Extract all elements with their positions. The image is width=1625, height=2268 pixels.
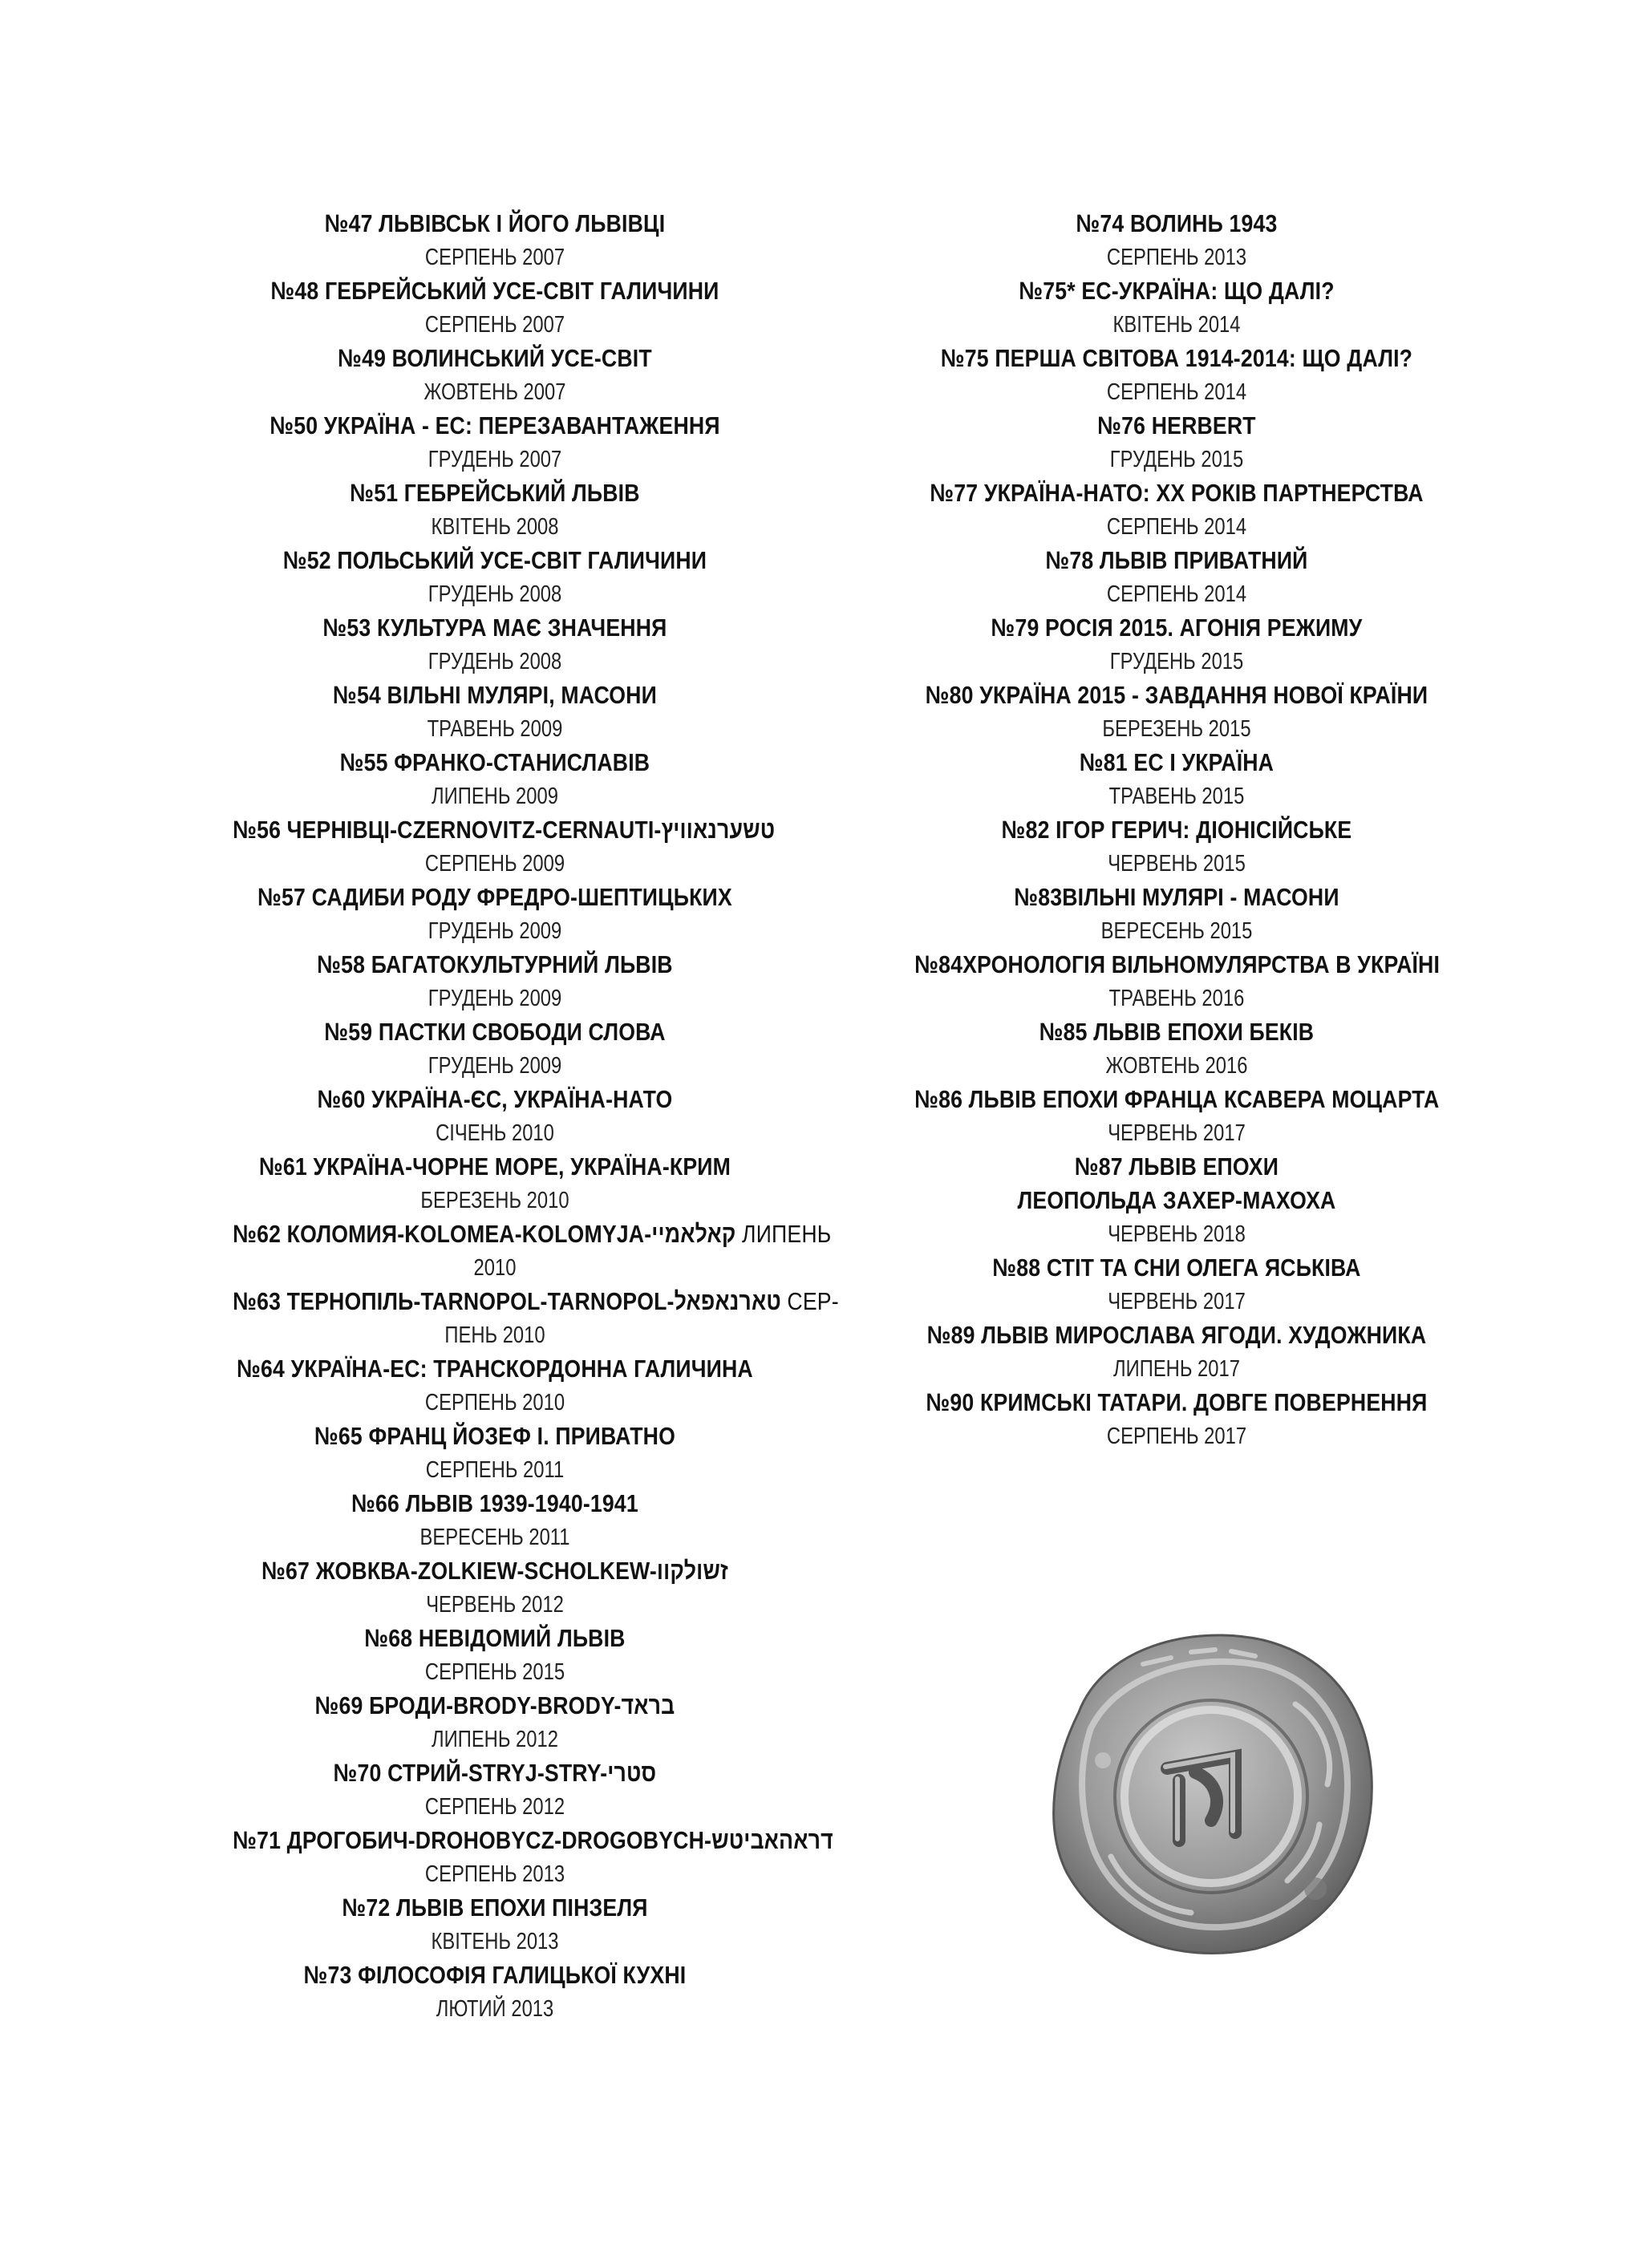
issue-title: №81 ЕС І УКРАЇНА [1079,748,1274,776]
issue-date: БЕРЕЗЕНЬ 2010 [420,1188,569,1213]
issue-entry [872,409,1481,476]
issue-title: №55 ФРАНКО-СТАНИСЛАВІВ [339,748,650,776]
issue-entry [872,1251,1481,1318]
issue-title: №65 ФРАНЦ ЙОЗЕФ І. ПРИВАТНО [314,1422,675,1450]
issue-entry [190,1083,800,1150]
issue-date: СЕРПЕНЬ 2011 [425,1457,565,1483]
issue-title: №67 ЖОВКВА-ZOLKIEW-SCHOLKEW-זשולקוו [261,1557,728,1585]
issue-date: ЧЕРВЕНЬ 2012 [426,1592,564,1618]
issue-date: СЕРПЕНЬ 2009 [424,851,565,877]
issue-title: №71 ДРОГОБИЧ-DROHOBYCZ-DROGOBYCH-דראהאביטש [233,1826,833,1854]
issue-entry [190,1689,800,1756]
issue-entry [190,881,800,948]
issue-entry [190,1622,800,1689]
issue-title: №61 УКРАЇНА-ЧОРНЕ МОРЕ, УКРАЇНА-КРИМ [259,1152,731,1181]
issue-date: ЖОВТЕНЬ 2007 [423,379,566,405]
issue-title: №68 НЕВІДОМИЙ ЛЬВІВ [364,1624,626,1652]
issue-date: ТРАВЕНЬ 2015 [1108,784,1245,809]
issue-date-inline: СЕР- [787,1287,839,1315]
issue-entry [872,1318,1481,1386]
issue-entry [190,1015,800,1083]
issue-date: ГРУДЕНЬ 2015 [1109,649,1244,674]
issue-date: СЕРПЕНЬ 2010 [424,1390,565,1415]
issue-date: СЕРПЕНЬ 2017 [1106,1424,1247,1449]
issue-title: №75 ПЕРША СВІТОВА 1914-2014: ЩО ДАЛІ? [940,344,1413,372]
issue-entry [190,678,800,746]
issue-title: №59 ПАСТКИ СВОБОДИ СЛОВА [324,1018,666,1046]
issue-date: ГРУДЕНЬ 2007 [428,447,562,472]
issue-date: ЧЕРВЕНЬ 2017 [1108,1120,1246,1146]
issue-date: СЕРПЕНЬ 2007 [424,245,565,270]
issue-entry [872,1015,1481,1083]
issue-entry [872,813,1481,881]
issue-title: №52 ПОЛЬСЬКИЙ УСЕ-СВІТ ГАЛИЧИНИ [282,546,707,574]
issue-entry [190,1891,800,1958]
issue-title: №87 ЛЬВІВ ЕПОХИ [1074,1152,1279,1181]
issue-date: СЕРПЕНЬ 2014 [1106,581,1247,607]
issue-entry [190,207,800,274]
issue-date: ЛИПЕНЬ 2009 [432,784,558,809]
issue-date: ЛИПЕНЬ 2017 [1113,1356,1240,1382]
issue-title: №84ХРОНОЛОГІЯ ВІЛЬНОМУЛЯРСТВА В УКРАЇНІ [914,950,1441,978]
issue-date: ЛЮТИЙ 2013 [436,1996,554,2022]
issue-date: ПЕНЬ 2010 [444,1322,545,1348]
issue-date: 2010 [473,1255,517,1281]
issue-title: №70 СТРИЙ-STRYJ-STRY-סטרי [333,1759,657,1787]
issue-date: ТРАВЕНЬ 2009 [427,716,563,742]
issue-date: БЕРЕЗЕНЬ 2015 [1102,716,1251,742]
issue-entry [190,746,800,813]
issue-date: ГРУДЕНЬ 2009 [428,1053,562,1079]
issue-title: №86 ЛЬВІВ ЕПОХИ ФРАНЦА КСАВЕРА МОЦАРТА [914,1085,1440,1113]
issue-date: КВІТЕНЬ 2013 [431,1929,559,1954]
issue-title: №88 СТІТ ТА СНИ ОЛЕГА ЯСЬКІВА [992,1253,1361,1282]
issue-date: ТРАВЕНЬ 2016 [1108,986,1245,1011]
issues-list-right [872,207,1481,1453]
issue-title: №78 ЛЬВІВ ПРИВАТНИЙ [1045,546,1308,574]
issue-date: СЕРПЕНЬ 2013 [1106,245,1247,270]
issue-title: №69 БРОДИ-BRODY-BRODY-בראד [314,1691,675,1719]
issue-date: СЕРПЕНЬ 2012 [424,1794,565,1820]
issue-date: КВІТЕНЬ 2008 [431,514,559,540]
issue-title [233,1285,839,1318]
issue-title: №57 САДИБИ РОДУ ФРЕДРО-ШЕПТИЦЬКИХ [257,883,732,911]
issue-date: СЕРПЕНЬ 2015 [424,1659,565,1685]
issue-title: №73 ФІЛОСОФІЯ ГАЛИЦЬКОЇ КУХНІ [303,1961,687,1989]
issue-date: СЕРПЕНЬ 2007 [424,312,565,338]
issue-entry [190,476,800,544]
issue-entry [190,1150,800,1217]
issue-title: №75* ЕС-УКРАЇНА: ЩО ДАЛІ? [1019,277,1335,305]
issue-title: №82 ІГОР ГЕРИЧ: ДІОНІСІЙСЬКЕ [1001,816,1352,844]
issue-entry [872,274,1481,342]
issues-list-left [190,207,839,2026]
issue-entry [872,342,1481,409]
issue-entry [872,611,1481,678]
issue-title: №74 ВОЛИНЬ 1943 [1076,209,1278,237]
issue-entry [190,342,800,409]
issue-title: №77 УКРАЇНА-НАТО: XX РОКІВ ПАРТНЕРСТВА [930,479,1424,507]
issue-title: №89 ЛЬВІВ МИРОСЛАВА ЯГОДИ. ХУДОЖНИКА [926,1321,1427,1349]
issue-entry [190,1756,800,1824]
issue-entry [190,409,800,476]
issue-entry [190,1352,800,1420]
issue-date: ГРУДЕНЬ 2008 [428,649,562,674]
issue-entry [872,1386,1481,1453]
medieval-coin-image [1031,1616,1384,1961]
issue-title: №54 ВІЛЬНІ МУЛЯРІ, МАСОНИ [333,681,657,709]
issue-entry [190,1420,800,1487]
issue-title: №48 ГЕБРЕЙСЬКИЙ УСЕ-СВІТ ГАЛИЧИНИ [270,277,719,305]
issue-entry [190,1285,839,1352]
issue-entry [190,813,800,881]
issue-date: СЕРПЕНЬ 2013 [424,1861,565,1887]
issue-title: №51 ГЕБРЕЙСЬКИЙ ЛЬВІВ [350,479,640,507]
issue-date: ЖОВТЕНЬ 2016 [1105,1053,1248,1079]
issue-date: ЛИПЕНЬ 2012 [432,1727,558,1752]
issue-date-inline: ЛИПЕНЬ [742,1220,832,1248]
issue-entry [190,544,800,611]
issue-entry [872,207,1481,274]
issue-title: №53 КУЛЬТУРА МАЄ ЗНАЧЕННЯ [322,614,667,642]
issue-title: №80 УКРАЇНА 2015 - ЗАВДАННЯ НОВОЇ КРАЇНИ [925,681,1428,709]
issue-entry [190,1958,800,2026]
issue-date: СІЧЕНЬ 2010 [436,1120,554,1146]
issue-title: №76 HERBERT [1097,411,1256,439]
issue-entry [190,611,800,678]
issue-entry [190,274,800,342]
issue-title-text: №63 ТЕРНОПІЛЬ-TARNOPOL-TARNOPOL-טארנאפאל [233,1287,781,1315]
issue-entry [190,1554,800,1622]
issue-date: ЧЕРВЕНЬ 2017 [1108,1289,1246,1314]
issue-entry [872,1083,1481,1150]
issue-title-line2: ЛЕОПОЛЬДА ЗАХЕР-МАХОХА [1017,1186,1336,1214]
issue-entry [190,1217,832,1285]
issue-title: №85 ЛЬВІВ ЕПОХИ БЕКІВ [1039,1018,1315,1046]
coin-icon [1031,1616,1384,1961]
issue-date: СЕРПЕНЬ 2014 [1106,379,1247,405]
issue-date: ГРУДЕНЬ 2015 [1109,447,1244,472]
issue-date: ГРУДЕНЬ 2009 [428,986,562,1011]
issue-title: №49 ВОЛИНСЬКИЙ УСЕ-СВІТ [338,344,652,372]
issue-date: ВЕРЕСЕНЬ 2011 [419,1525,570,1550]
issue-date: ГРУДЕНЬ 2009 [428,918,562,944]
issue-date: ЧЕРВЕНЬ 2018 [1108,1221,1246,1247]
issue-date: КВІТЕНЬ 2014 [1112,312,1241,338]
issue-entry [190,1824,833,1891]
issue-title: №60 УКРАЇНА-ЄС, УКРАЇНА-НАТО [317,1085,673,1113]
issue-entry [872,476,1481,544]
issue-title: №83ВІЛЬНІ МУЛЯРІ - МАСОНИ [1014,883,1339,911]
issue-title [233,1217,832,1251]
issue-date: ЧЕРВЕНЬ 2015 [1108,851,1246,877]
issue-entry [190,1487,800,1554]
issue-title: №90 КРИМСЬКІ ТАТАРИ. ДОВГЕ ПОВЕРНЕННЯ [926,1388,1428,1416]
issue-entry [872,948,1481,1015]
issue-date: ВЕРЕСЕНЬ 2015 [1100,918,1253,944]
issue-title: №58 БАГАТОКУЛЬТУРНИЙ ЛЬВІВ [317,950,673,978]
issue-entry [190,948,800,1015]
issue-date: ГРУДЕНЬ 2008 [428,581,562,607]
issue-date: СЕРПЕНЬ 2014 [1106,514,1247,540]
issue-title: №47 ЛЬВІВСЬК І ЙОГО ЛЬВІВЦІ [324,209,666,237]
issue-entry [872,746,1481,813]
issue-title: №79 РОСІЯ 2015. АГОНІЯ РЕЖИМУ [991,614,1363,642]
issue-entry [872,881,1481,948]
issue-title-text: №62 КОЛОМИЯ-KOLOMEA-KOLOMYJA-קאלאמיי [233,1220,736,1248]
issue-title: №72 ЛЬВІВ ЕПОХИ ПІНЗЕЛЯ [342,1893,648,1922]
issue-entry [872,544,1481,611]
issue-title: №66 ЛЬВІВ 1939-1940-1941 [351,1489,638,1517]
issue-title: №50 УКРАЇНА - ЕС: ПЕРЕЗАВАНТАЖЕННЯ [269,411,720,439]
issue-entry [872,678,1481,746]
issue-entry [872,1150,1481,1251]
issue-title: №64 УКРАЇНА-ЕС: ТРАНСКОРДОННА ГАЛИЧИНА [237,1355,753,1383]
issue-title: №56 ЧЕРНІВЦІ-CZERNOVITZ-CERNAUTI-טשערנאוויץ [233,816,776,844]
